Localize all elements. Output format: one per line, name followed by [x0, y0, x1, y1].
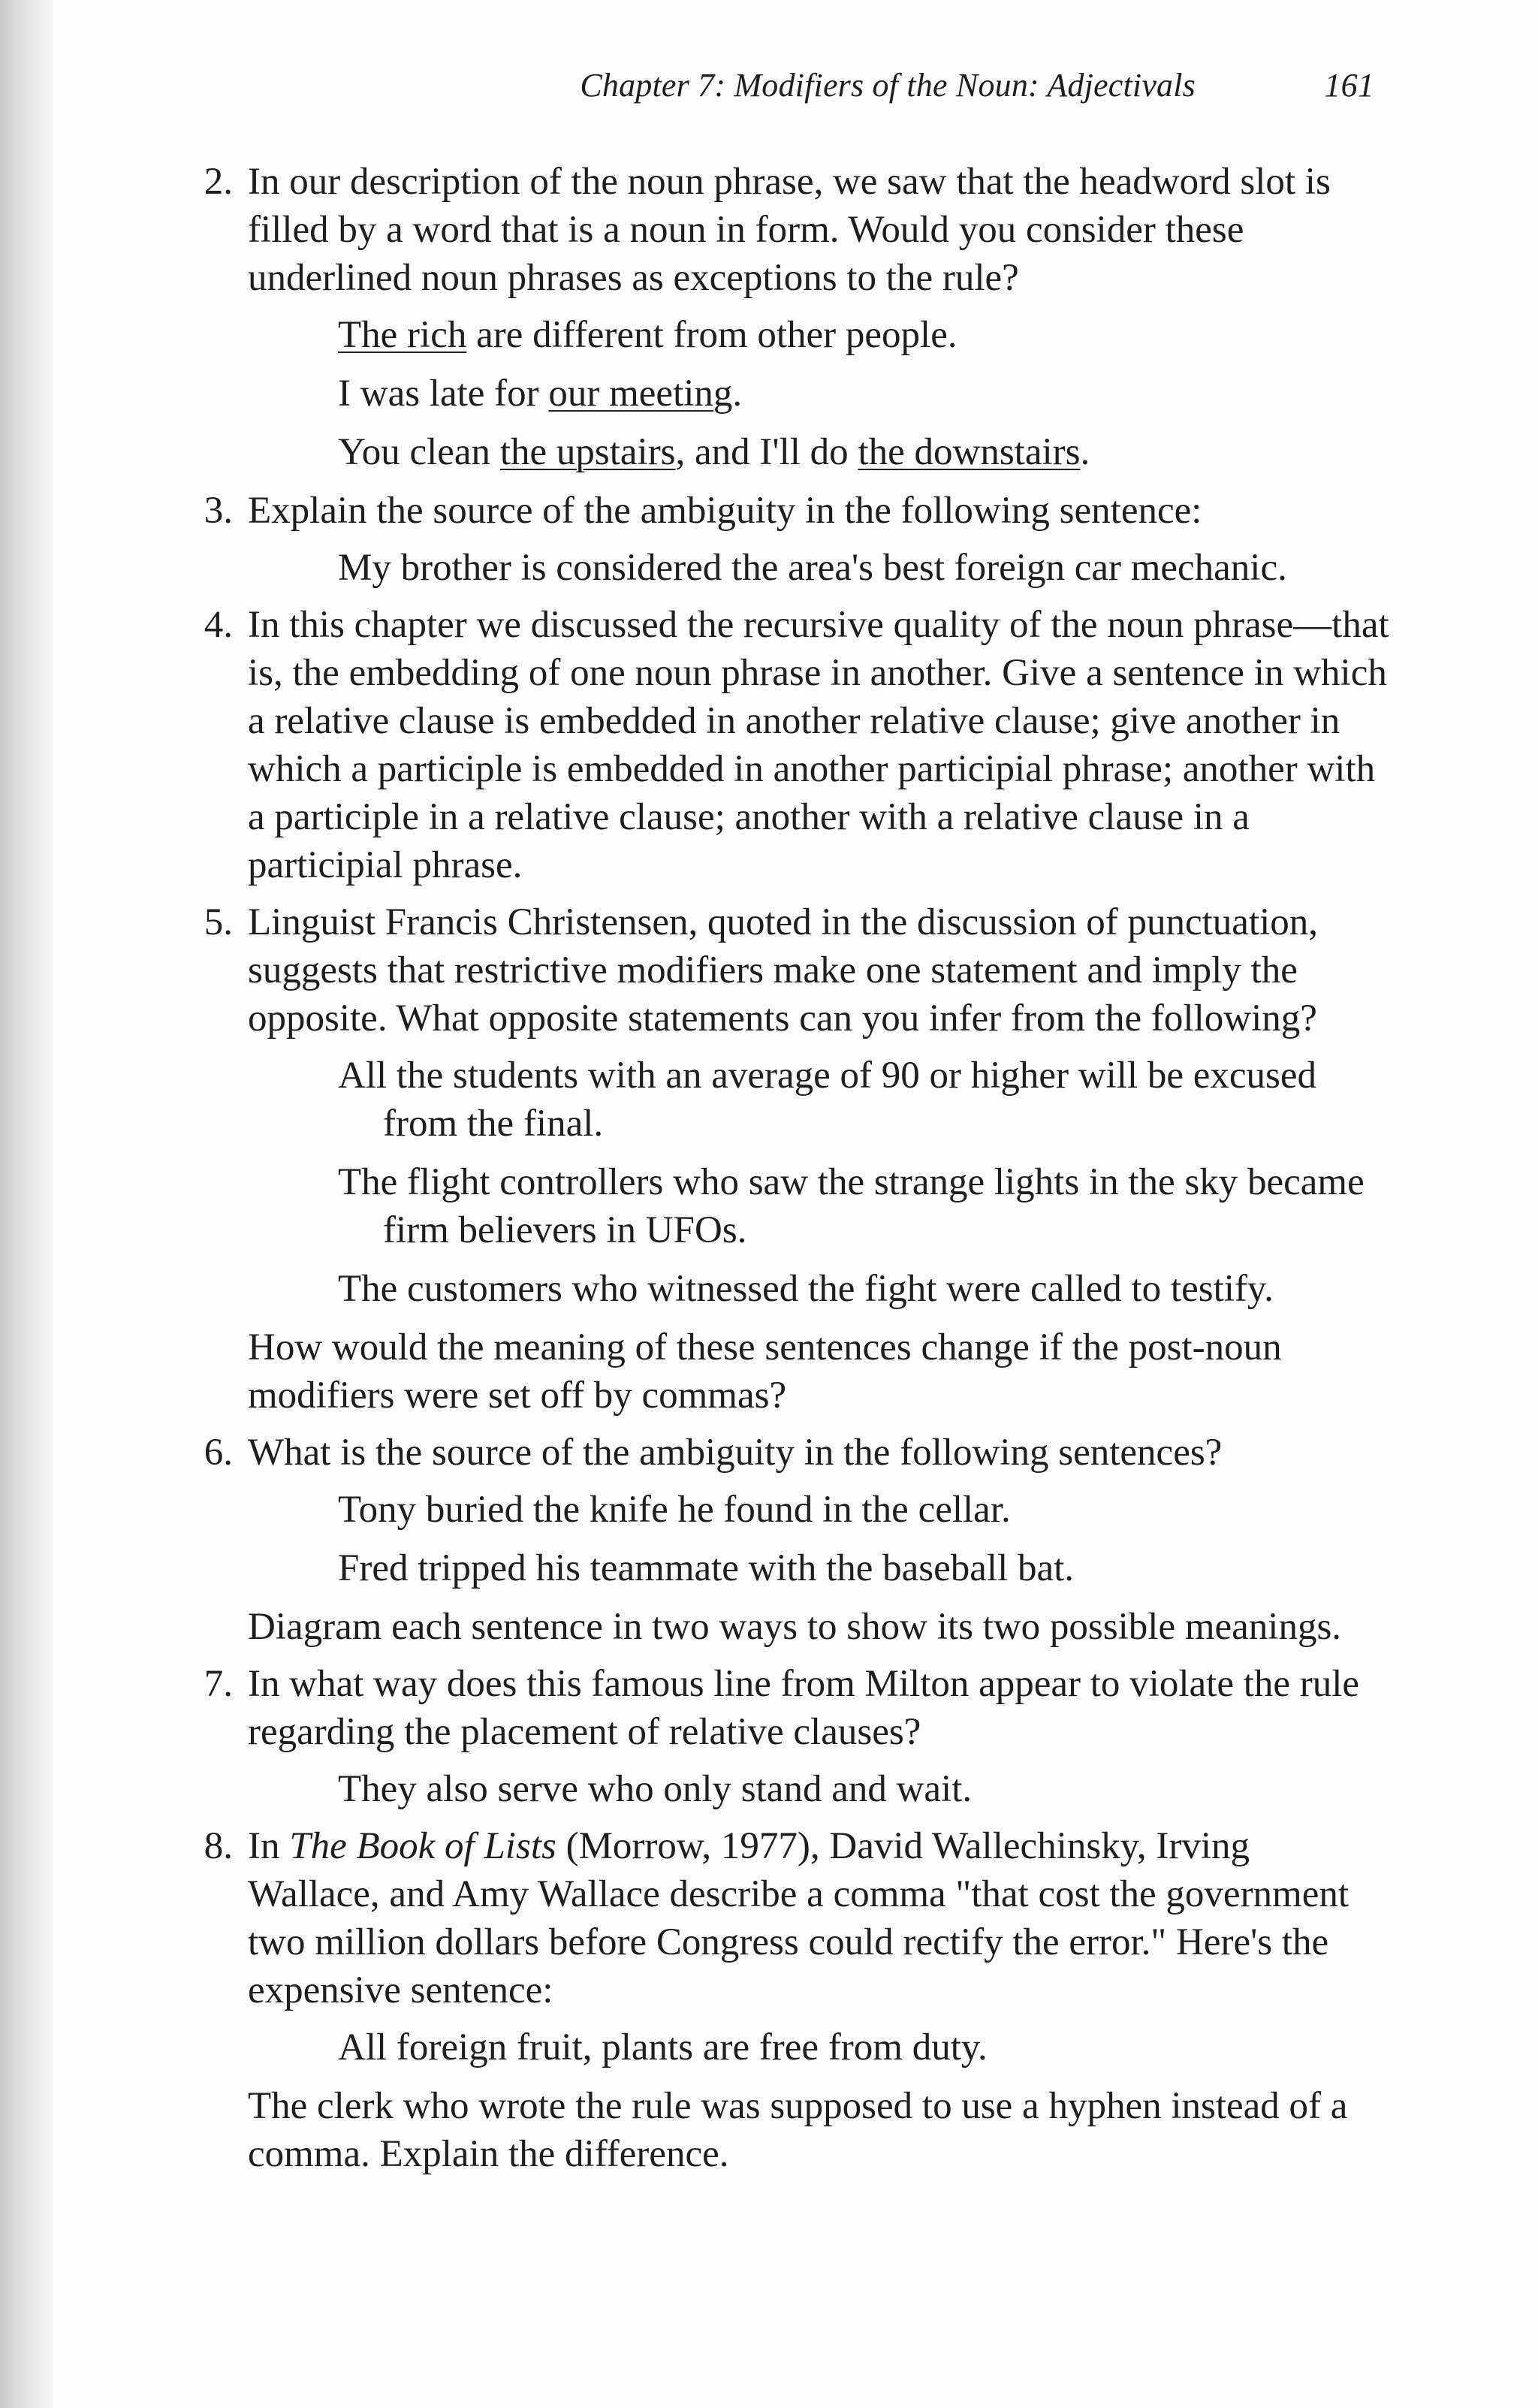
example-sentence: The flight controllers who saw the strange lights in the sky became firm believers in UFOs. [338, 1161, 1365, 1251]
followup-text: Diagram each sentence in two ways to show its two possible meanings. [248, 1606, 1342, 1648]
question-number: 5. [204, 901, 233, 943]
example-sentence: They also serve who only stand and wait. [338, 1768, 973, 1810]
example-sentence: The customers who witnessed the fight were called to testify. [338, 1268, 1274, 1310]
book-spine-shadow [0, 0, 53, 2408]
question-number: 2. [204, 161, 233, 203]
page-number: 161 [1324, 67, 1374, 104]
question-2 [173, 158, 1389, 476]
example-list [338, 544, 1389, 592]
question-number: 4. [204, 604, 233, 646]
example-sentence: All the students with an average of 90 or higher will be excused from the final. [338, 1055, 1316, 1145]
underlined-noun-phrase: our meeting [548, 373, 733, 415]
example-sentence: My brother is considered the area's best foreign car mechanic. [338, 547, 1287, 589]
followup-text: The clerk who wrote the rule was supposed to use a hyphen instead of a comma. Explain the difference. [248, 2085, 1348, 2175]
question-3 [173, 487, 1389, 592]
underlined-noun-phrase: the upstairs [499, 431, 676, 473]
question-number: 6. [204, 1432, 233, 1474]
question-5 [173, 898, 1389, 1420]
example-sentence: All foreign fruit, plants are free from duty. [338, 2026, 988, 2069]
underlined-noun-phrase: The rich [338, 314, 467, 356]
question-text: Linguist Francis Christensen, quoted in the discussion of punctuation, suggests that restrictive modifiers make one statement and imply the opposite. What opposite statements can you infer from the following? [248, 901, 1319, 1040]
question-number: 8. [204, 1825, 233, 1867]
book-title: The Book of Lists [289, 1825, 556, 1867]
page-body [173, 158, 1389, 2178]
chapter-title: Chapter 7: Modifiers of the Noun: Adjectivals [580, 67, 1196, 104]
question-8 [173, 1822, 1389, 2178]
question-text: In The Book of Lists (Morrow, 1977), David Wallechinsky, Irving Wallace, and Amy Wallace describe a comma "that cost the government two million dollars before Congress could rectify the error." Here's the expensive sentence: [248, 1825, 1350, 2011]
question-text: In our description of the noun phrase, we saw that the headword slot is filled by a word that is a noun in form. Would you consider these underlined noun phrases as exceptions to the rule? [248, 161, 1331, 299]
example-sentence: You clean the upstairs, and I'll do the downstairs. [338, 431, 1090, 473]
example-sentence: I was late for our meeting. [338, 373, 743, 415]
example-list [338, 1486, 1389, 1592]
example-list [338, 311, 1389, 476]
question-number: 7. [204, 1663, 233, 1705]
question-4 [173, 601, 1389, 889]
question-text: Explain the source of the ambiguity in the following sentence: [248, 490, 1202, 532]
underlined-noun-phrase: the downstairs [858, 431, 1081, 473]
example-list [338, 2023, 1389, 2072]
followup-text: How would the meaning of these sentences change if the post-noun modifiers were set off by commas? [248, 1326, 1282, 1417]
question-text: In this chapter we discussed the recursive quality of the noun phrase—that is, the embedding of one noun phrase in another. Give a sentence in which a relative clause is embedded in another relative clause; give another in which a participle is embedded in another participial phrase; another with a participle in a relative clause; another with a relative clause in a participial phrase. [248, 604, 1389, 886]
question-7 [173, 1660, 1389, 1813]
example-sentence: Tony buried the knife he found in the cellar. [338, 1489, 1011, 1531]
question-text: In what way does this famous line from Milton appear to violate the rule regarding the placement of relative clauses? [248, 1663, 1360, 1753]
question-6 [173, 1429, 1389, 1651]
question-number: 3. [204, 490, 233, 532]
question-text: What is the source of the ambiguity in the following sentences? [248, 1432, 1223, 1474]
example-sentence: The rich are different from other people. [338, 314, 957, 356]
example-list [338, 1765, 1389, 1813]
example-sentence: Fred tripped his teammate with the baseball bat. [338, 1547, 1075, 1589]
example-list [338, 1052, 1389, 1313]
